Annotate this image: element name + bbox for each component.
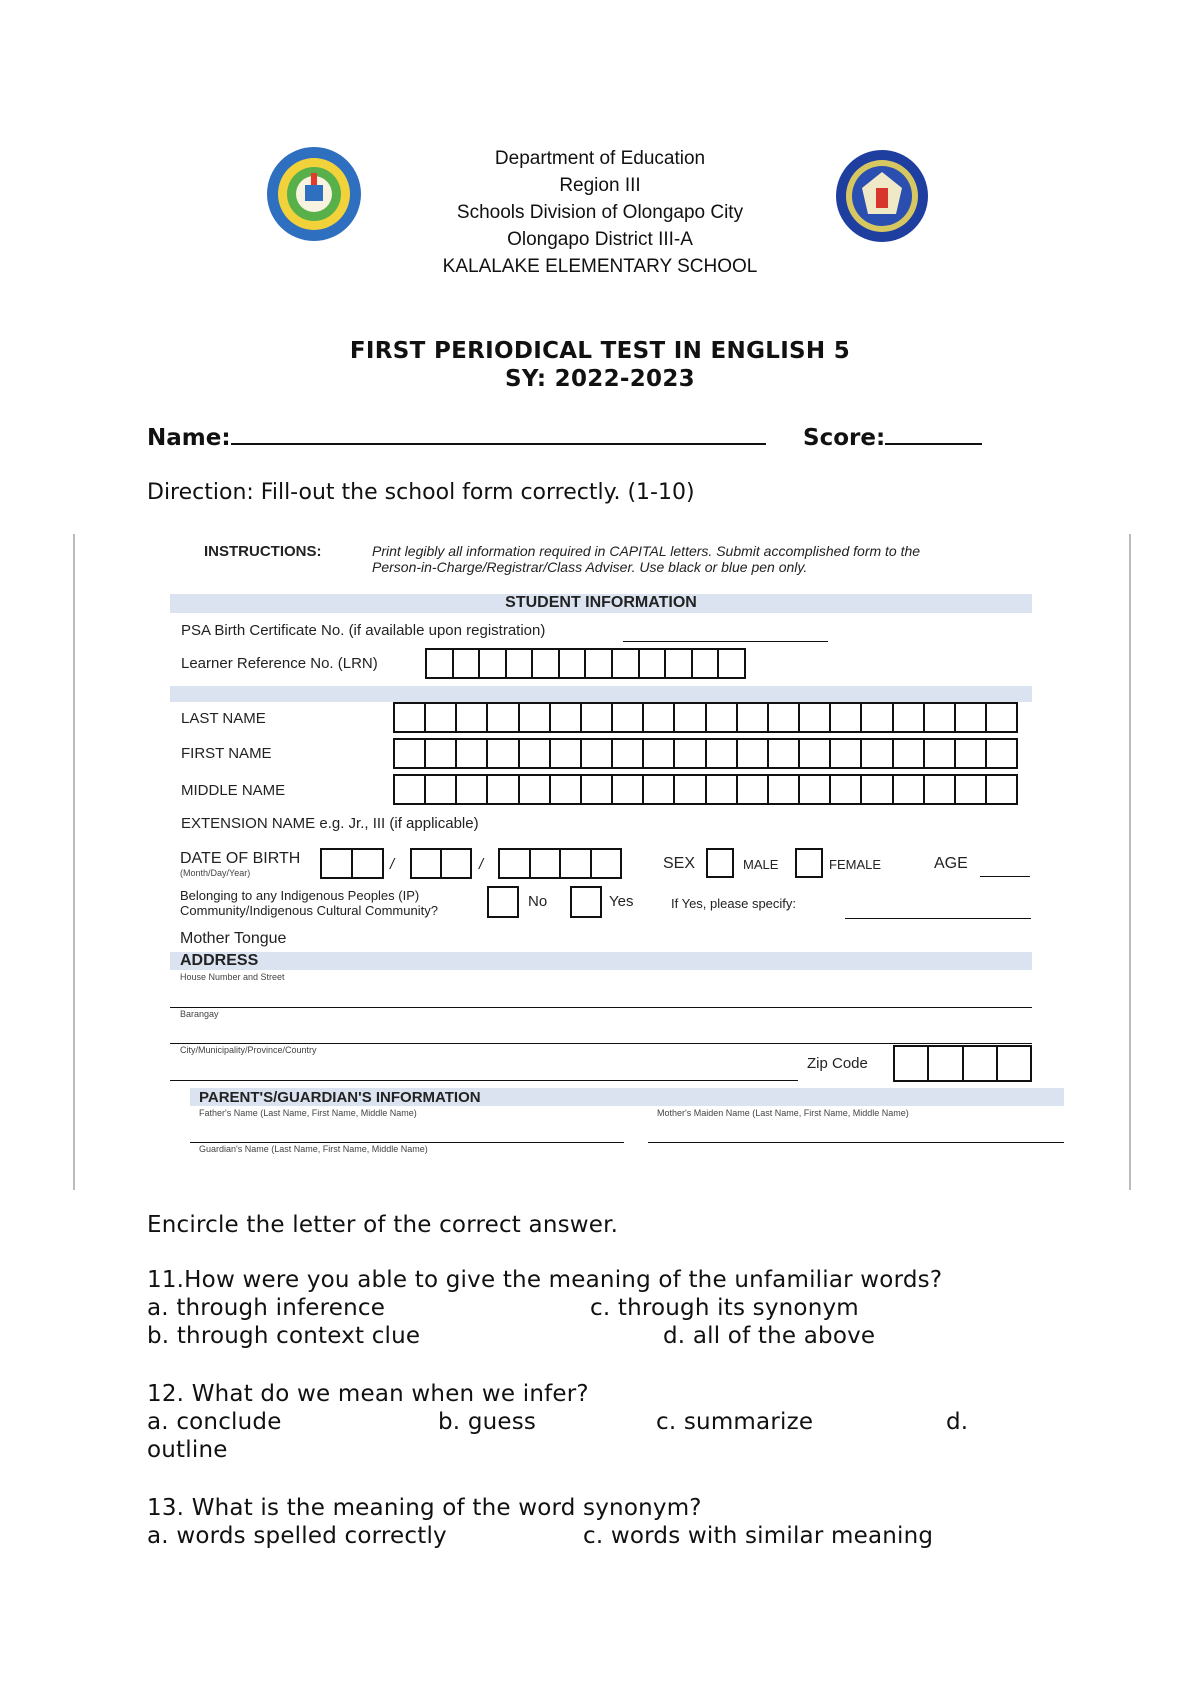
house-label: House Number and Street: [180, 972, 285, 982]
barangay-line[interactable]: [170, 1043, 1032, 1044]
instructions-text-2: Person-in-Charge/Registrar/Class Adviser. Use black or blue pen only.: [372, 559, 808, 575]
father-line[interactable]: [190, 1142, 624, 1143]
female-checkbox[interactable]: [795, 848, 823, 878]
test-title: FIRST PERIODICAL TEST IN ENGLISH 5: [349, 338, 851, 364]
question-11: 11.How were you able to give the meaning of the unfamiliar words?: [147, 1267, 943, 1293]
question-13: 13. What is the meaning of the word synonym?: [147, 1495, 702, 1521]
dob-format: (Month/Day/Year): [180, 868, 251, 878]
ip-question-1: Belonging to any Indigenous Peoples (IP): [180, 888, 420, 903]
header-division: Schools Division of Olongapo City: [456, 202, 744, 223]
last-name-boxes[interactable]: [393, 702, 1018, 733]
question-13-option-a[interactable]: a. words spelled correctly: [147, 1523, 447, 1549]
ip-specify-label: If Yes, please specify:: [671, 896, 797, 911]
age-label: AGE: [934, 855, 968, 872]
ip-question-2: Community/Indigenous Cultural Community?: [180, 903, 438, 918]
form-left-border: [73, 534, 75, 1190]
dob-slash-1: /: [390, 856, 395, 873]
instructions-text-1: Print legibly all information required in CAPITAL letters. Submit accomplished form to the: [372, 543, 921, 559]
name-underline[interactable]: [231, 423, 766, 445]
name-field[interactable]: [147, 423, 766, 451]
male-label: MALE: [743, 857, 779, 872]
ip-yes-label: Yes: [609, 893, 634, 910]
question-12-option-d[interactable]: d.: [946, 1409, 969, 1435]
question-11-option-c[interactable]: c. through its synonym: [590, 1295, 859, 1321]
address-band: [170, 952, 1032, 970]
header-department: Department of Education: [494, 148, 706, 169]
last-name-label: LAST NAME: [181, 710, 266, 727]
header-district: Olongapo District III-A: [507, 229, 693, 250]
form-right-border: [1129, 534, 1131, 1190]
mother-tongue-label: Mother Tongue: [180, 930, 287, 947]
question-11-option-d[interactable]: d. all of the above: [663, 1323, 876, 1349]
address-heading: ADDRESS: [180, 952, 259, 969]
mother-label: Mother's Maiden Name (Last Name, First Name, Middle Name): [657, 1108, 909, 1118]
parents-heading: PARENT'S/GUARDIAN'S INFORMATION: [199, 1089, 481, 1106]
ip-no-checkbox[interactable]: [487, 886, 519, 918]
psa-line[interactable]: [623, 641, 828, 642]
question-12: 12. What do we mean when we infer?: [147, 1381, 589, 1407]
father-label: Father's Name (Last Name, First Name, Middle Name): [199, 1108, 417, 1118]
ip-no-label: No: [528, 893, 548, 910]
male-checkbox[interactable]: [706, 848, 734, 878]
dob-month-boxes[interactable]: [320, 848, 384, 879]
question-11-option-a[interactable]: a. through inference: [147, 1295, 386, 1321]
dob-year-boxes[interactable]: [498, 848, 622, 879]
zip-boxes[interactable]: [893, 1045, 1032, 1082]
sex-label: SEX: [663, 855, 696, 872]
mother-line[interactable]: [648, 1142, 1064, 1143]
question-12-option-c[interactable]: c. summarize: [656, 1409, 814, 1435]
first-name-boxes[interactable]: [393, 738, 1018, 769]
question-11-option-b[interactable]: b. through context clue: [147, 1323, 421, 1349]
header-school: KALALAKE ELEMENTARY SCHOOL: [442, 256, 758, 277]
dob-label: DATE OF BIRTH: [180, 850, 301, 867]
student-info-heading: STUDENT INFORMATION: [505, 594, 697, 611]
psa-label: PSA Birth Certificate No. (if available upon registration): [181, 622, 546, 639]
first-name-label: FIRST NAME: [181, 745, 272, 762]
question-12-option-d-text[interactable]: outline: [147, 1437, 228, 1463]
middle-name-label: MIDDLE NAME: [181, 782, 286, 799]
zip-label: Zip Code: [807, 1055, 868, 1072]
extension-label: EXTENSION NAME e.g. Jr., III (if applicable): [181, 815, 479, 832]
ip-specify-line[interactable]: [845, 918, 1031, 919]
score-underline[interactable]: [885, 423, 982, 445]
question-12-option-a[interactable]: a. conclude: [147, 1409, 282, 1435]
barangay-label: Barangay: [180, 1009, 219, 1019]
age-line[interactable]: [980, 876, 1030, 877]
house-line[interactable]: [170, 1007, 1032, 1008]
guardian-label: Guardian's Name (Last Name, First Name, Middle Name): [199, 1144, 428, 1154]
female-label: FEMALE: [829, 857, 882, 872]
name-label: Name:: [147, 425, 231, 451]
lrn-boxes[interactable]: [425, 648, 746, 679]
ip-yes-checkbox[interactable]: [570, 886, 602, 918]
encircle-instruction: Encircle the letter of the correct answer.: [147, 1212, 619, 1238]
score-label: Score:: [803, 425, 886, 451]
blank-band: [170, 686, 1032, 702]
score-field[interactable]: [803, 423, 982, 451]
instructions-label: INSTRUCTIONS:: [204, 543, 322, 560]
direction-text: Direction: Fill-out the school form correctly. (1-10): [147, 480, 695, 505]
middle-name-boxes[interactable]: [393, 774, 1018, 805]
header-region: Region III: [559, 175, 641, 196]
question-12-option-b[interactable]: b. guess: [438, 1409, 537, 1435]
question-13-option-c[interactable]: c. words with similar meaning: [583, 1523, 934, 1549]
city-line[interactable]: [170, 1080, 798, 1081]
dob-slash-2: /: [479, 856, 484, 873]
city-label: City/Municipality/Province/Country: [180, 1045, 317, 1055]
lrn-label: Learner Reference No. (LRN): [181, 655, 378, 672]
dob-day-boxes[interactable]: [410, 848, 472, 879]
school-year: SY: 2022-2023: [505, 366, 695, 392]
